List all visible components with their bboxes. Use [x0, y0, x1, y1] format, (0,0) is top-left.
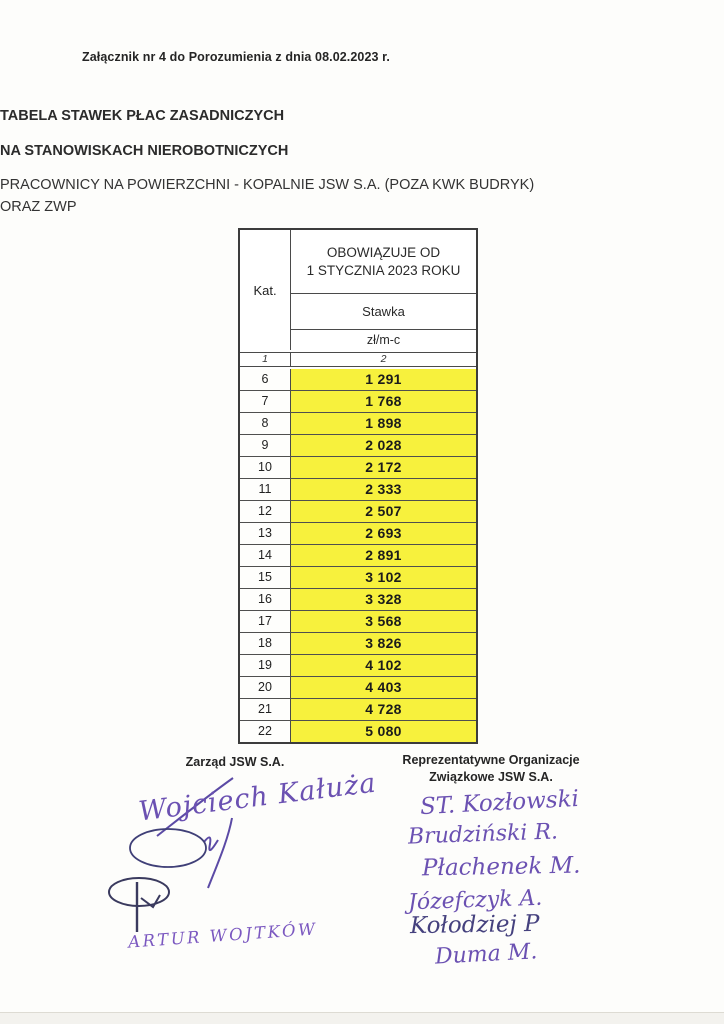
- rate-cell: 3 826: [291, 633, 476, 654]
- document-title-line3: PRACOWNICY NA POWIERZCHNI - KOPALNIE JSW S.A. (POZA KWK BUDRYK): [0, 177, 535, 193]
- attachment-note: Załącznik nr 4 do Porozumienia z dnia 08.02.2023 r.: [82, 50, 390, 64]
- rate-unit-label: zł/m-c: [291, 329, 476, 350]
- category-cell: 8: [240, 413, 291, 434]
- effective-date-header: [291, 230, 476, 293]
- union-signature: Duma M.: [434, 939, 538, 970]
- rate-subheader: Stawka: [291, 293, 476, 329]
- category-cell: 20: [240, 677, 291, 698]
- table-row: [240, 545, 476, 567]
- union-signature: Brudziński R.: [407, 819, 559, 850]
- category-cell: 19: [240, 655, 291, 676]
- rate-cell: 2 507: [291, 501, 476, 522]
- oval-doodle: [130, 829, 206, 867]
- category-cell: 15: [240, 567, 291, 588]
- table-row: [240, 413, 476, 435]
- board-member-script-signature: Wojciech Kałuża: [137, 767, 379, 828]
- board-member-printed-signature: ARTUR WOJTKÓW: [127, 919, 319, 952]
- scan-page-edge: [0, 1012, 724, 1024]
- rate-cell: 3 328: [291, 589, 476, 610]
- effective-date-line1: OBOWIĄZUJE OD: [326, 244, 441, 260]
- category-cell: 9: [240, 435, 291, 456]
- rate-cell: 4 102: [291, 655, 476, 676]
- table-row: [240, 655, 476, 677]
- table-row: [240, 479, 476, 501]
- effective-date-line2: 1 STYCZNIA 2023 ROKU: [306, 262, 461, 278]
- table-body: [240, 369, 476, 742]
- union-heading-line2: Związkowe JSW S.A.: [429, 769, 553, 784]
- document-title-line4: ORAZ ZWP: [0, 199, 77, 215]
- category-cell: 16: [240, 589, 291, 610]
- table-row: [240, 611, 476, 633]
- table-row: [240, 699, 476, 721]
- table-row: [240, 523, 476, 545]
- rate-cell: 2 333: [291, 479, 476, 500]
- category-cell: 14: [240, 545, 291, 566]
- category-cell: 12: [240, 501, 291, 522]
- signature-stroke: [208, 818, 232, 888]
- category-cell: 18: [240, 633, 291, 654]
- category-cell: 10: [240, 457, 291, 478]
- rate-cell: 1 768: [291, 391, 476, 412]
- rate-cell: 5 080: [291, 721, 476, 742]
- table-row: [240, 677, 476, 699]
- category-column-header: Kat.: [240, 230, 291, 350]
- category-cell: 21: [240, 699, 291, 720]
- category-cell: 7: [240, 391, 291, 412]
- document-title-line1: TABELA STAWEK PŁAC ZASADNICZYCH: [0, 108, 285, 124]
- table-row: [240, 457, 476, 479]
- table-row: [240, 501, 476, 523]
- salary-rate-table: [238, 228, 478, 744]
- rate-cell: 4 403: [291, 677, 476, 698]
- union-signature: Płachenek M.: [421, 852, 581, 882]
- union-signature-heading: [400, 752, 582, 786]
- union-signatures: [400, 782, 620, 982]
- union-signature: Józefczyk A.: [407, 885, 543, 916]
- table-row: [240, 589, 476, 611]
- category-cell: 17: [240, 611, 291, 632]
- document-title-line2: NA STANOWISKACH NIEROBOTNICZYCH: [0, 143, 289, 159]
- category-cell: 13: [240, 523, 291, 544]
- rate-cell: 3 568: [291, 611, 476, 632]
- rate-cell: 3 102: [291, 567, 476, 588]
- rate-cell: 1 898: [291, 413, 476, 434]
- table-row: [240, 721, 476, 742]
- rate-cell: 1 291: [291, 369, 476, 390]
- column-number-row: [240, 352, 476, 367]
- category-cell: 22: [240, 721, 291, 742]
- board-signature-heading: Zarząd JSW S.A.: [185, 755, 285, 769]
- union-signature: ST. Kozłowski: [419, 785, 580, 821]
- table-row: [240, 567, 476, 589]
- table-row: [240, 435, 476, 457]
- union-heading-line1: Reprezentatywne Organizacje: [402, 753, 580, 767]
- rate-cell: 2 891: [291, 545, 476, 566]
- table-row: [240, 633, 476, 655]
- union-signature: Kołodziej P: [409, 910, 540, 940]
- column-number-2: 2: [380, 353, 387, 365]
- rate-cell: 2 028: [291, 435, 476, 456]
- category-cell: 6: [240, 369, 291, 390]
- rate-cell: 4 728: [291, 699, 476, 720]
- column-number-1: 1: [240, 353, 291, 366]
- rate-cell: 2 693: [291, 523, 476, 544]
- small-oval-doodle: [109, 878, 169, 906]
- table-header: [240, 230, 476, 350]
- table-row: [240, 391, 476, 413]
- rate-cell: 2 172: [291, 457, 476, 478]
- category-cell: 11: [240, 479, 291, 500]
- table-row: [240, 369, 476, 391]
